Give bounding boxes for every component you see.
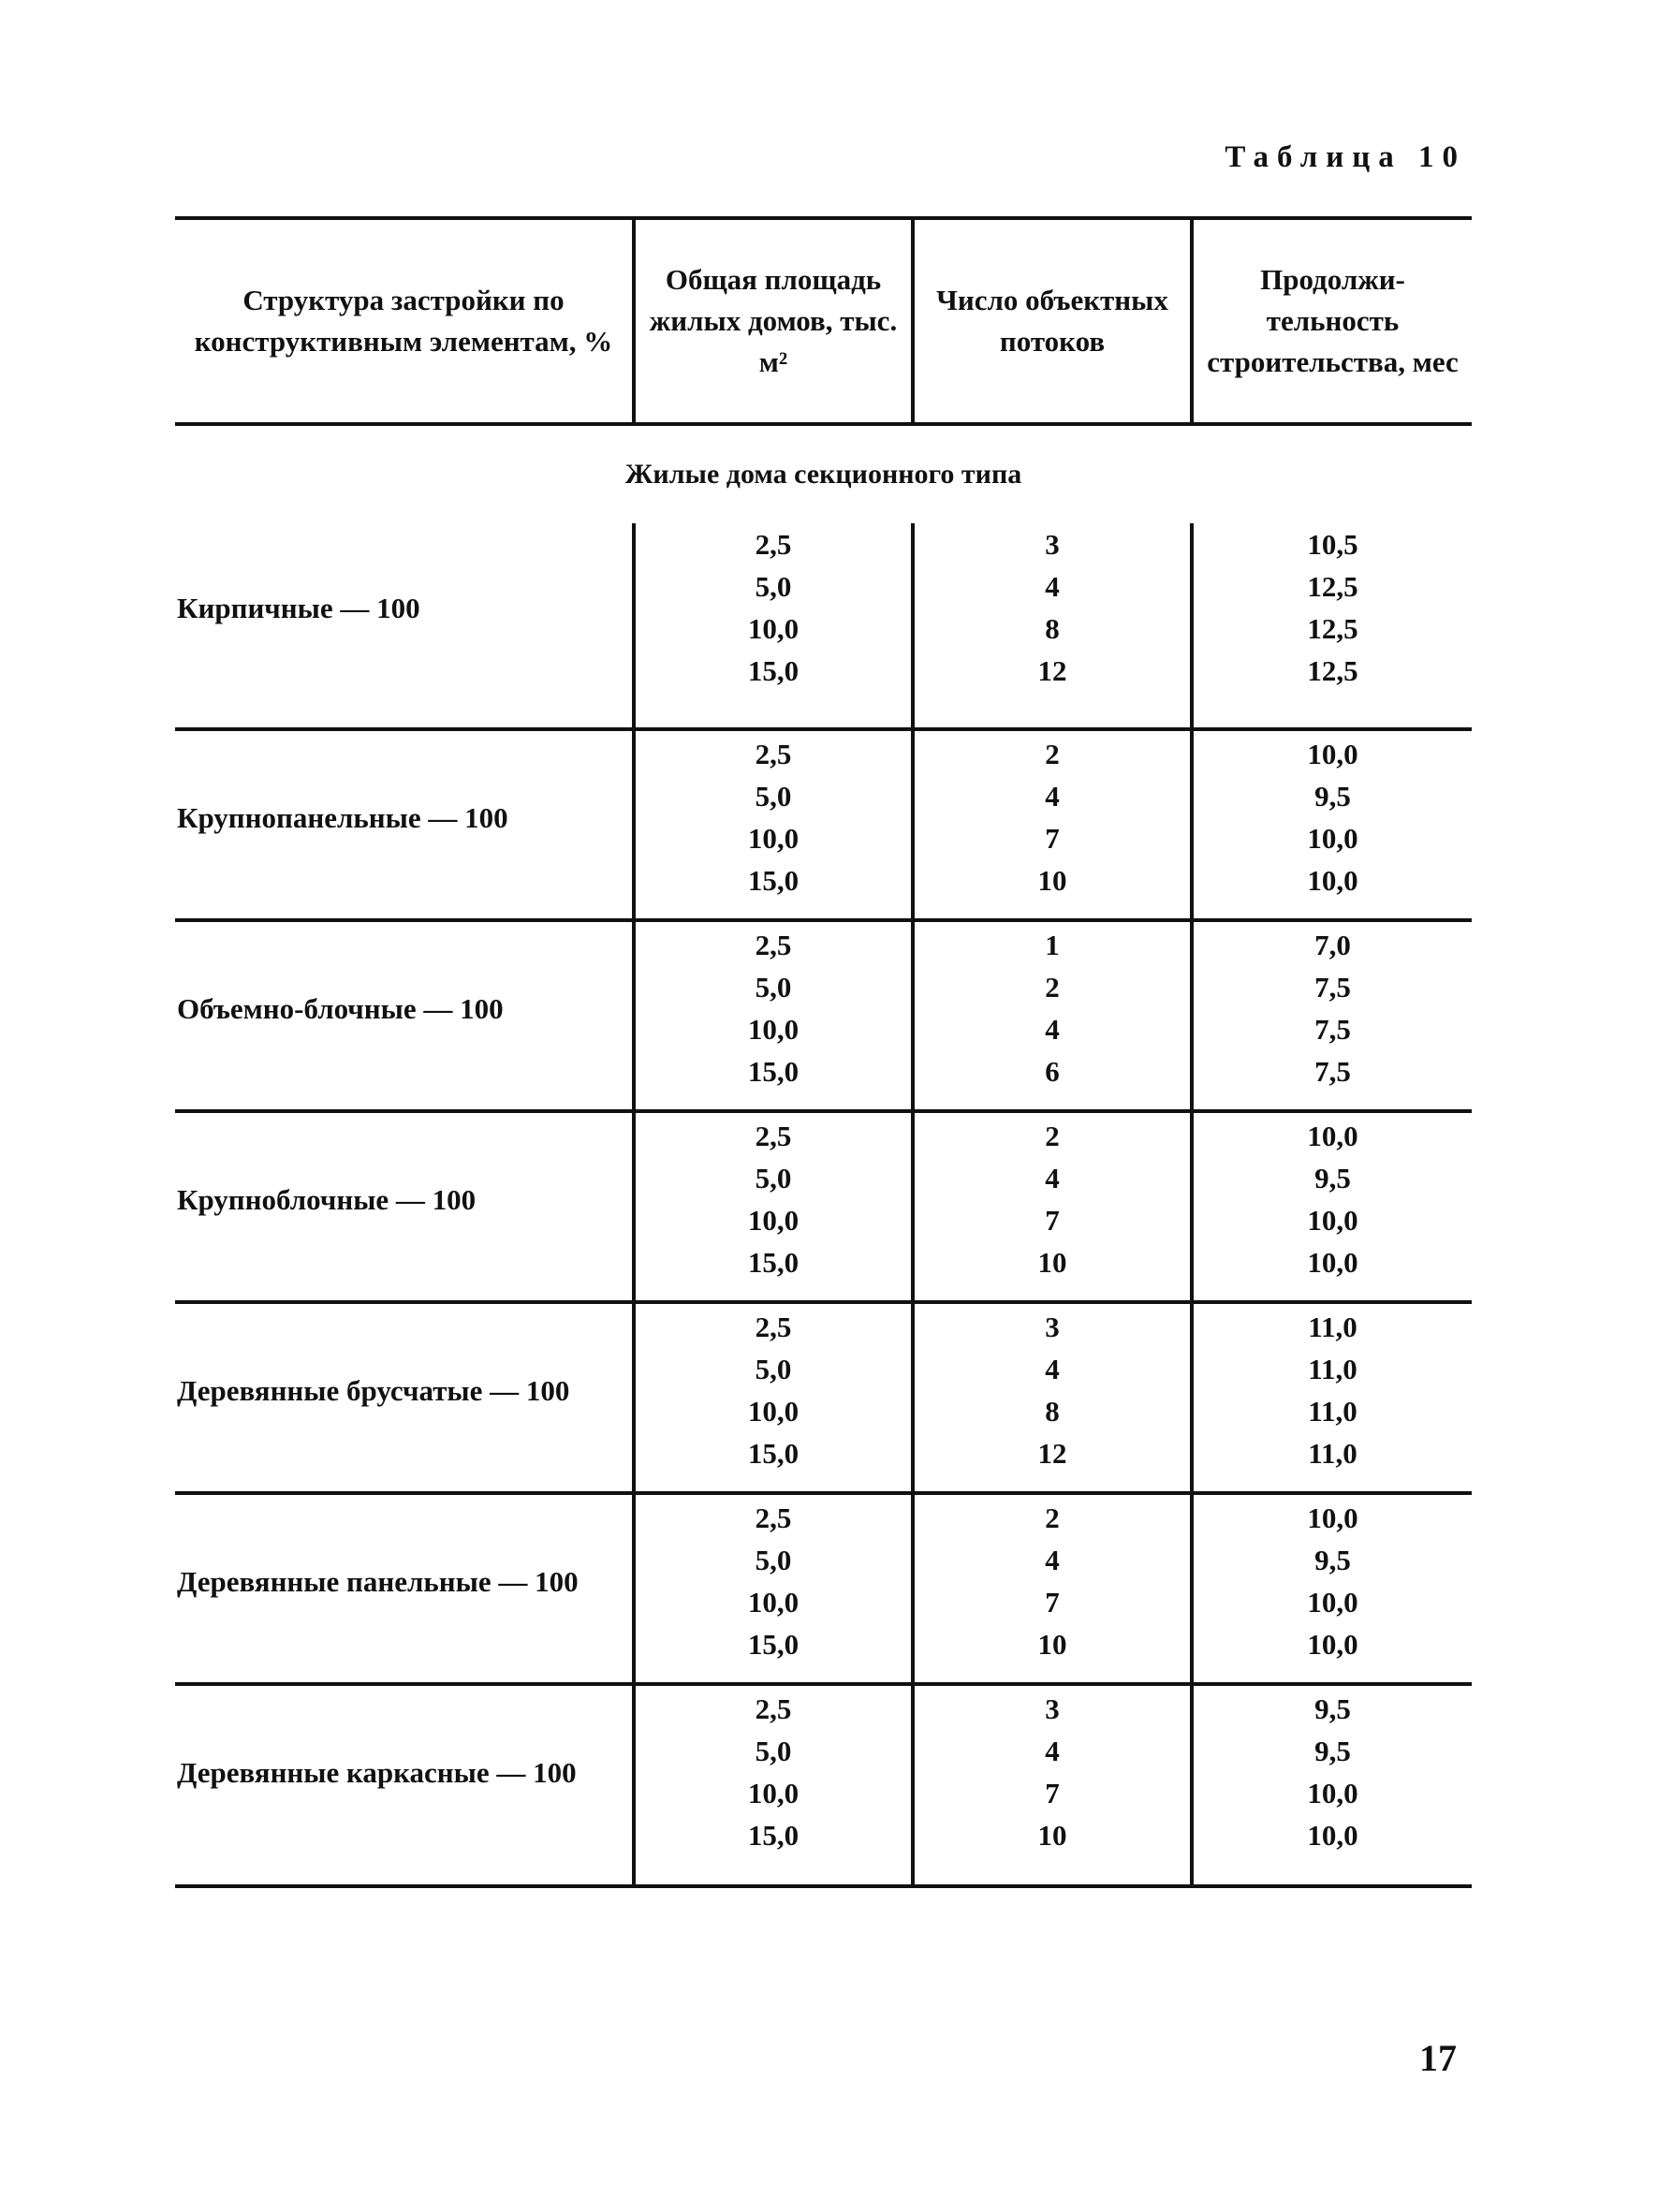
streams-value: 12 xyxy=(1037,1437,1067,1470)
group-block xyxy=(175,1302,1472,1493)
area-value: 10,0 xyxy=(747,612,800,645)
duration-value: 9,5 xyxy=(1314,1692,1351,1725)
duration-value: 7,0 xyxy=(1314,929,1351,961)
group-label: Крупнопанельные — 100 xyxy=(175,729,634,920)
duration-value: 12,5 xyxy=(1307,570,1358,603)
group-block xyxy=(175,1684,1472,1886)
group-block xyxy=(175,920,1472,1111)
area-value: 5,0 xyxy=(755,1544,792,1576)
group-label: Деревянные панельные — 100 xyxy=(175,1493,634,1684)
group-block xyxy=(175,1111,1472,1302)
streams-value: 4 xyxy=(1045,1013,1060,1046)
duration-value: 7,5 xyxy=(1314,1013,1351,1046)
group-label: Объемно-блочные — 100 xyxy=(175,920,634,1111)
streams-value: 10 xyxy=(1037,1819,1067,1852)
duration-value: 10,0 xyxy=(1307,822,1358,855)
duration-value: 11,0 xyxy=(1308,1311,1357,1343)
table-row xyxy=(175,1111,1472,1302)
streams-value: 7 xyxy=(1045,1204,1060,1237)
streams-value: 2 xyxy=(1045,971,1060,1003)
duration-cell xyxy=(1192,729,1472,920)
streams-value: 12 xyxy=(1037,654,1067,687)
area-value: 2,5 xyxy=(755,929,792,961)
streams-value: 4 xyxy=(1045,780,1060,813)
construction-duration-table xyxy=(175,216,1472,1888)
section-row xyxy=(175,424,1472,523)
page-number: 17 xyxy=(1419,2037,1457,2079)
table-row xyxy=(175,523,1472,729)
streams-value: 4 xyxy=(1045,1735,1060,1767)
streams-value: 3 xyxy=(1045,1311,1060,1343)
streams-value: 10 xyxy=(1037,1628,1067,1661)
streams-value: 4 xyxy=(1045,1544,1060,1576)
duration-value: 10,0 xyxy=(1307,1502,1358,1534)
duration-value: 10,0 xyxy=(1307,1819,1358,1852)
area-value: 2,5 xyxy=(755,1311,792,1343)
streams-value: 7 xyxy=(1045,1777,1060,1809)
streams-cell xyxy=(913,920,1192,1111)
area-value: 15,0 xyxy=(747,864,800,897)
area-cell xyxy=(634,729,913,920)
group-block xyxy=(175,1493,1472,1684)
duration-value: 7,5 xyxy=(1314,1055,1351,1088)
table-row xyxy=(175,1493,1472,1684)
duration-value: 10,0 xyxy=(1307,864,1358,897)
area-value: 2,5 xyxy=(755,1692,792,1725)
duration-cell xyxy=(1192,1111,1472,1302)
area-value: 15,0 xyxy=(747,1819,800,1852)
table-header xyxy=(175,218,1472,424)
header-structure: Структура застройки по конструктивным элементам, % xyxy=(175,218,634,424)
streams-value: 4 xyxy=(1045,1162,1060,1194)
streams-cell xyxy=(913,1302,1192,1493)
area-value: 5,0 xyxy=(755,1735,792,1767)
table-caption: Таблица 10 xyxy=(1225,140,1466,174)
area-cell xyxy=(634,523,913,729)
area-value: 5,0 xyxy=(755,1353,792,1385)
area-value: 10,0 xyxy=(747,1013,800,1046)
area-cell xyxy=(634,1493,913,1684)
duration-value: 11,0 xyxy=(1308,1437,1357,1470)
streams-cell xyxy=(913,523,1192,729)
area-value: 2,5 xyxy=(755,528,792,561)
duration-cell xyxy=(1192,523,1472,729)
streams-value: 6 xyxy=(1045,1055,1060,1088)
duration-value: 10,0 xyxy=(1307,1246,1358,1279)
duration-cell xyxy=(1192,1684,1472,1886)
streams-value: 10 xyxy=(1037,864,1067,897)
streams-value: 2 xyxy=(1045,1120,1060,1152)
section-title: Жилые дома секционного типа xyxy=(624,459,1022,490)
group-label: Крупноблочные — 100 xyxy=(175,1111,634,1302)
area-value: 2,5 xyxy=(755,1502,792,1534)
duration-value: 10,0 xyxy=(1307,738,1358,770)
duration-value: 9,5 xyxy=(1314,1544,1351,1576)
table-row xyxy=(175,729,1472,920)
area-value: 15,0 xyxy=(747,1437,800,1470)
area-value: 10,0 xyxy=(747,1395,800,1428)
duration-value: 12,5 xyxy=(1307,654,1358,687)
table-row xyxy=(175,920,1472,1111)
duration-cell xyxy=(1192,1302,1472,1493)
area-value: 2,5 xyxy=(755,738,792,770)
section-body xyxy=(175,424,1472,523)
area-value: 15,0 xyxy=(747,654,800,687)
table-container xyxy=(175,216,1472,1888)
duration-value: 10,5 xyxy=(1307,528,1358,561)
table-row xyxy=(175,1684,1472,1886)
duration-value: 9,5 xyxy=(1314,1735,1351,1767)
streams-value: 1 xyxy=(1045,929,1060,961)
area-value: 2,5 xyxy=(755,1120,792,1152)
streams-value: 2 xyxy=(1045,738,1060,770)
streams-value: 8 xyxy=(1045,1395,1060,1428)
streams-cell xyxy=(913,1684,1192,1886)
duration-value: 11,0 xyxy=(1308,1353,1357,1385)
table-row xyxy=(175,1302,1472,1493)
duration-value: 10,0 xyxy=(1307,1586,1358,1619)
duration-cell xyxy=(1192,1493,1472,1684)
header-row xyxy=(175,218,1472,424)
area-value: 15,0 xyxy=(747,1055,800,1088)
streams-cell xyxy=(913,1493,1192,1684)
area-cell xyxy=(634,920,913,1111)
area-cell xyxy=(634,1111,913,1302)
area-value: 5,0 xyxy=(755,1162,792,1194)
duration-value: 9,5 xyxy=(1314,780,1351,813)
duration-value: 10,0 xyxy=(1307,1204,1358,1237)
group-block xyxy=(175,523,1472,729)
area-cell xyxy=(634,1302,913,1493)
area-value: 10,0 xyxy=(747,1777,800,1809)
duration-value: 10,0 xyxy=(1307,1628,1358,1661)
header-area: Общая площадь жилых домов, тыс. м² xyxy=(634,218,913,424)
header-streams: Число объектных потоков xyxy=(913,218,1192,424)
area-value: 10,0 xyxy=(747,1586,800,1619)
streams-value: 7 xyxy=(1045,822,1060,855)
streams-value: 3 xyxy=(1045,528,1060,561)
area-value: 5,0 xyxy=(755,780,792,813)
duration-cell xyxy=(1192,920,1472,1111)
group-label: Деревянные брусчатые — 100 xyxy=(175,1302,634,1493)
streams-value: 4 xyxy=(1045,570,1060,603)
area-cell xyxy=(634,1684,913,1886)
area-value: 10,0 xyxy=(747,822,800,855)
streams-cell xyxy=(913,729,1192,920)
streams-value: 4 xyxy=(1045,1353,1060,1385)
area-value: 5,0 xyxy=(755,570,792,603)
streams-value: 8 xyxy=(1045,612,1060,645)
group-label: Кирпичные — 100 xyxy=(177,591,420,624)
area-value: 15,0 xyxy=(747,1628,800,1661)
streams-value: 7 xyxy=(1045,1586,1060,1619)
streams-value: 2 xyxy=(1045,1502,1060,1534)
duration-value: 7,5 xyxy=(1314,971,1351,1003)
streams-value: 10 xyxy=(1037,1246,1067,1279)
group-label: Деревянные каркасные — 100 xyxy=(175,1684,634,1886)
duration-value: 11,0 xyxy=(1308,1395,1357,1428)
streams-cell xyxy=(913,1111,1192,1302)
duration-value: 10,0 xyxy=(1307,1777,1358,1809)
area-value: 5,0 xyxy=(755,971,792,1003)
duration-value: 12,5 xyxy=(1307,612,1358,645)
area-value: 10,0 xyxy=(747,1204,800,1237)
header-duration: Продолжи-тельность строительства, мес xyxy=(1192,218,1472,424)
area-value: 15,0 xyxy=(747,1246,800,1279)
streams-value: 3 xyxy=(1045,1692,1060,1725)
duration-value: 9,5 xyxy=(1314,1162,1351,1194)
duration-value: 10,0 xyxy=(1307,1120,1358,1152)
group-block xyxy=(175,729,1472,920)
